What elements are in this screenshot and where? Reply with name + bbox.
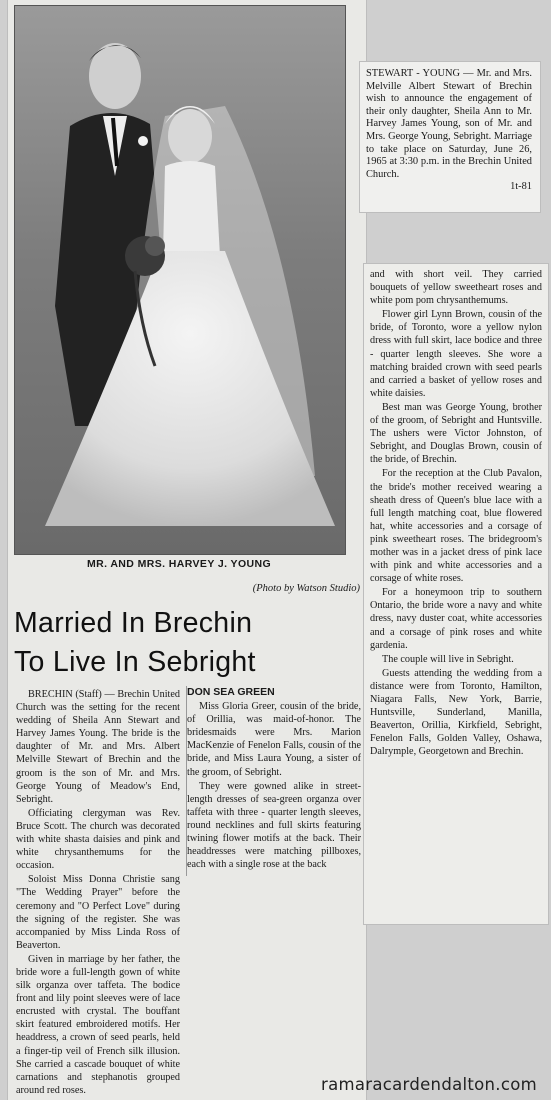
wedding-photo [14,5,346,555]
paragraph: Soloist Miss Donna Christie sang "The Wedding Prayer" before the ceremony and "O Perfect Love" during the signing of the register. She was accompanied by Miss Linda Ross of Beaverton. [16,874,180,951]
column-middle [186,686,361,876]
photo-credit: (Photo by Watson Studio) [252,583,360,594]
paragraph: Flower girl Lynn Brown, cousin of the bride, of Toronto, wore a yellow nylon dress with full skirt, lace bodice and three - quarter length sleeves. She wore a matching braided crown with seed pearls and carried a basket of yellow roses and white daisies. [370,309,542,399]
headline [14,604,359,682]
column-subhead: DON SEA GREEN [187,686,275,698]
headline-line-2: To Live In Sebright [14,646,256,678]
paragraph: The couple will live in Sebright. [382,653,514,665]
announcement-code: 1t-81 [510,181,532,193]
announcement [366,68,532,194]
paragraph: They were gowned alike in street-length dresses of sea-green organza over taffeta with three - quarter length sleeves, round necklines and full skirts featuring twining flower motifs at the back. Their headdresses were matching pillboxes, each with a single rose at the back [187,780,361,871]
paragraph: Given in marriage by her father, the bride wore a full-length gown of white silk organza over taffeta. The bodice front and lily point sleeves were of lace encrusted with crystal. The bouffant skirt featured embroidered motifs. Her headdress, a crown of seed pearls, held a finger-tip veil of French silk illusion. She carried a cascade bouquet of white carnations and stephanotis grouped around red roses. [16,953,180,1096]
paragraph: Officiating clergyman was Rev. Bruce Scott. The church was decorated with white shasta daisies and pink and white chrysanthemums for the occasion. [16,807,180,872]
headline-line-1: Married In Brechin [14,607,253,639]
paragraph: and with short veil. They carried bouquets of yellow sweetheart roses and white pom pom chrysanthemums. [370,269,542,307]
wedding-couple-illustration [15,6,345,554]
column-right [370,268,542,918]
paragraph: Miss Gloria Greer, cousin of the bride, of Orillia, was maid-of-honor. The bridesmaids were Mrs. Marion MacKenzie of Fenelon Falls, cousin of the bride, and Miss Laura Young, a sister of the groom, of Sebright. [187,701,361,778]
announcement-text: STEWART - YOUNG — Mr. and Mrs. Melville Albert Stewart of Brechin wish to announce the engagement of their only daughter, Sheila Ann to Mr. Harvey James Young, son of Mr. and Mrs. George Young, Sebright. Marriage to take place on Saturday, June 26, 1965 at 3:30 p.m. in the Brechin United Church. [366,68,532,180]
photo-caption: MR. AND MRS. HARVEY J. YOUNG [86,558,272,570]
paragraph: Guests attending the wedding from a distance were from Toronto, Hamilton, Niagara Falls, New York, Barrie, Huntsville, Sunderland, Manilla, Beaverton, Orillia, Kirkfield, Sebright, Fenelon Falls, Golden Valley, Oshawa, Dalrymple, Georgetown and Brechin. [370,667,542,758]
watermark-text: ramaracardendalton.com [320,1075,537,1094]
paragraph: For the reception at the Club Pavalon, the bride's mother received wearing a sheath dress of Queen's blue lace with a full length matching coat, blue flowered hat, white accessories and a corsage of pink sweetheart roses. The bridegroom's mother was in a jacket dress of pink lace with pink and white accessories and a corsage of white roses. [370,468,542,585]
paragraph: For a honeymoon trip to southern Ontario, the bride wore a navy and white dress, navy duster coat, white accessories and a corsage of pink roses and white gardenia. [370,587,542,651]
paragraph: Best man was George Young, brother of the groom, of Sebright and Huntsville. The ushers were Victor Johnston, of Sebright, and Douglas Brown, cousin of the bride, of Brechin. [370,401,542,466]
column-left [16,688,180,1098]
paragraph: BRECHIN (Staff) — Brechin United Church was the setting for the recent wedding of Sheila Ann Stewart and Harvey James Young. The bride is the daughter of Mr. and Mrs. Albert Melville Stewart of Brechin and the groom is the son of Mr. and Mrs. George Young of Meadow's End, Sebright. [16,689,180,805]
